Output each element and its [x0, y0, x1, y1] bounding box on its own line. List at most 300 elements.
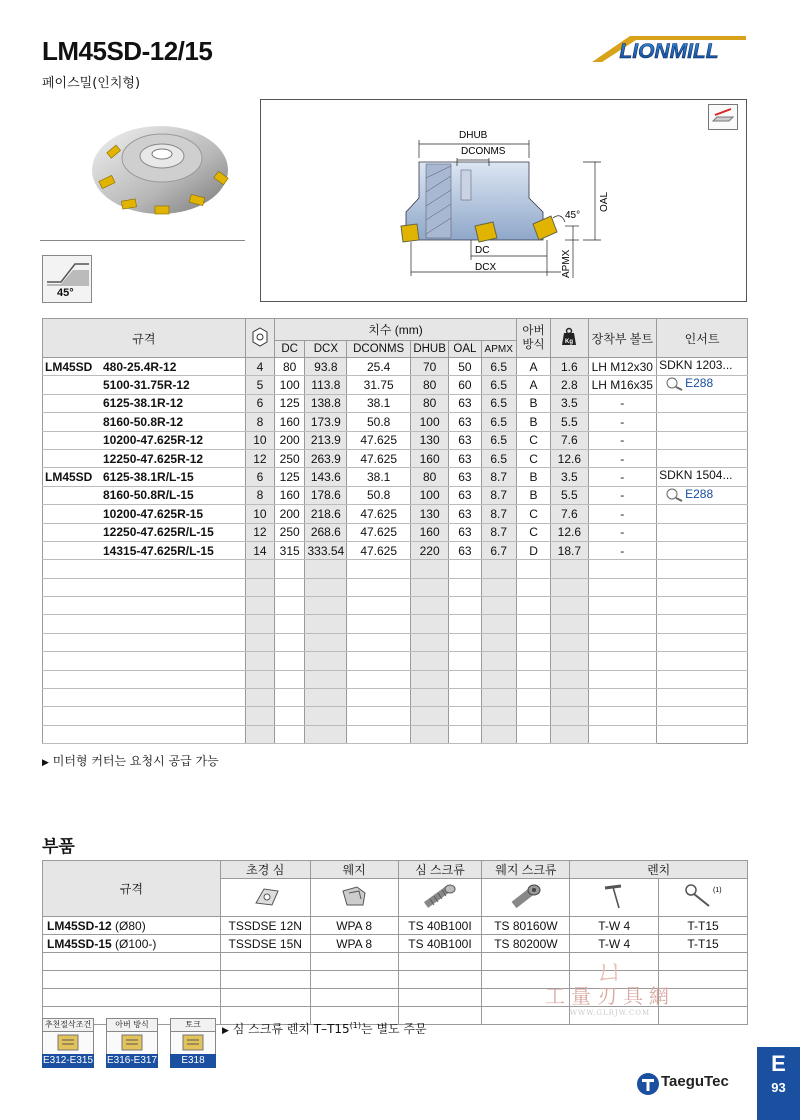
- dc-cell: [275, 560, 305, 578]
- table-row: [43, 523, 748, 541]
- lionmill-logo: [590, 34, 748, 64]
- dc-cell: [275, 633, 305, 651]
- teeth-cell: [245, 725, 274, 743]
- dimension-diagram: [260, 99, 747, 302]
- wrench2-cell: T-T15: [659, 935, 748, 953]
- col-teeth: [245, 319, 274, 358]
- table-row: [43, 633, 748, 651]
- bullet-icon: ▶: [222, 1026, 229, 1036]
- weight-cell: 5.5: [551, 413, 588, 431]
- dcx-cell: 213.9: [305, 431, 347, 449]
- reference-icon: [106, 1032, 158, 1054]
- weight-cell: 12.6: [551, 523, 588, 541]
- dcx-cell: 268.6: [305, 523, 347, 541]
- dc-cell: [275, 652, 305, 670]
- teeth-cell: [245, 560, 274, 578]
- dcx-cell: 93.8: [305, 358, 347, 376]
- apmx-cell: 8.7: [481, 505, 516, 523]
- insert-cell: [657, 468, 748, 486]
- dconms-cell: [347, 633, 411, 651]
- parts-col-wedge-screw: 웨지 스크류: [482, 861, 570, 879]
- weight-cell: [551, 670, 588, 688]
- dconms-cell: [347, 597, 411, 615]
- bolt-cell: -: [588, 394, 657, 412]
- arbor-cell: C: [516, 505, 550, 523]
- weight-cell: 3.5: [551, 468, 588, 486]
- dcx-cell: [305, 707, 347, 725]
- svg-text:(1): (1): [713, 887, 722, 894]
- teeth-cell: 5: [245, 376, 274, 394]
- table-row: [43, 505, 748, 523]
- dc-cell: [275, 578, 305, 596]
- dc-cell: 250: [275, 449, 305, 467]
- arbor-cell: [516, 578, 550, 596]
- label-dcx: DCX: [475, 262, 497, 273]
- shim-screw-cell: TS 40B100I: [398, 917, 482, 935]
- brand-name: TaeguTec: [661, 1073, 729, 1090]
- reference-link[interactable]: [42, 1018, 94, 1068]
- part-code: 8160-50.8R/L-15: [103, 488, 194, 503]
- apmx-cell: 6.5: [481, 413, 516, 431]
- oal-cell: [449, 578, 481, 596]
- dc-cell: [275, 725, 305, 743]
- insert-page: E288: [685, 376, 714, 391]
- tab-letter: E: [771, 1051, 786, 1076]
- teeth-cell: [245, 707, 274, 725]
- table-row: [43, 560, 748, 578]
- page-title: LM45SD-12/15: [42, 36, 213, 66]
- reference-link[interactable]: [106, 1018, 158, 1068]
- arbor-cell: [516, 670, 550, 688]
- part-code: 10200-47.625R-15: [103, 506, 204, 521]
- parts-spec-cell: [43, 971, 221, 989]
- wedge-cell: [310, 971, 398, 989]
- col-dhub: DHUB: [410, 341, 448, 358]
- weight-cell: [551, 652, 588, 670]
- bolt-cell: -: [588, 505, 657, 523]
- oal-cell: 63: [449, 523, 481, 541]
- dhub-cell: 80: [410, 468, 448, 486]
- table-row: [43, 468, 748, 486]
- weight-cell: [551, 578, 588, 596]
- arbor-cell: A: [516, 376, 550, 394]
- spec-cell: [43, 578, 246, 596]
- dhub-cell: [410, 597, 448, 615]
- insert-cell: [657, 560, 748, 578]
- apmx-cell: 6.7: [481, 541, 516, 559]
- parts-title: 부품: [42, 837, 75, 857]
- insert-cell: [657, 541, 748, 559]
- shim-screw-cell: [398, 989, 482, 1007]
- dhub-cell: 80: [410, 376, 448, 394]
- apmx-cell: 6.5: [481, 358, 516, 376]
- label-dhub: DHUB: [459, 130, 488, 141]
- dconms-cell: [347, 560, 411, 578]
- wedge-cell: [310, 953, 398, 971]
- label-oal: OAL: [599, 191, 610, 212]
- insert-cell: [657, 505, 748, 523]
- parts-diameter: (Ø80): [115, 918, 146, 933]
- arbor-cell: [516, 652, 550, 670]
- dhub-cell: [410, 689, 448, 707]
- dc-cell: [275, 707, 305, 725]
- series-label: LM45SD: [45, 359, 93, 374]
- dcx-cell: 218.6: [305, 505, 347, 523]
- bolt-cell: [588, 597, 657, 615]
- spec-cell: [43, 707, 246, 725]
- bolt-cell: [588, 560, 657, 578]
- spec-cell: [43, 597, 246, 615]
- wedge-screw-cell: TS 80200W: [482, 935, 570, 953]
- metric-note: [42, 752, 219, 769]
- dc-cell: 160: [275, 413, 305, 431]
- insert-cell: [657, 707, 748, 725]
- dcx-cell: 263.9: [305, 449, 347, 467]
- oal-cell: [449, 707, 481, 725]
- dconms-cell: 31.75: [347, 376, 411, 394]
- wrench1-cell: T-W 4: [570, 917, 659, 935]
- parts-code: LM45SD-12: [47, 918, 112, 933]
- bolt-cell: [588, 652, 657, 670]
- teeth-cell: [245, 578, 274, 596]
- parts-diameter: (Ø100-): [115, 936, 157, 951]
- teeth-cell: 6: [245, 394, 274, 412]
- arbor-cell: C: [516, 431, 550, 449]
- table-row: [43, 541, 748, 559]
- cutter-cross-section: [261, 100, 746, 300]
- metric-note-text: 미터형 커터는 요청시 공급 가능: [52, 754, 219, 768]
- apmx-cell: [481, 560, 516, 578]
- reference-pages: E312-E315: [42, 1055, 94, 1066]
- dc-cell: 80: [275, 358, 305, 376]
- label-dc: DC: [475, 245, 490, 256]
- dcx-cell: [305, 725, 347, 743]
- spec-cell: [43, 560, 246, 578]
- insert-cell: [657, 358, 748, 376]
- arbor-cell: [516, 707, 550, 725]
- table-row: [43, 431, 748, 449]
- weight-cell: 2.8: [551, 376, 588, 394]
- bolt-cell: -: [588, 431, 657, 449]
- weight-cell: 7.6: [551, 431, 588, 449]
- spec-cell: [43, 725, 246, 743]
- series-label: LM45SD: [45, 470, 93, 485]
- bolt-cell: -: [588, 486, 657, 504]
- shim-cell: TSSDSE 15N: [220, 935, 310, 953]
- table-row: [43, 394, 748, 412]
- page-number: 93: [771, 1080, 786, 1095]
- face-mill-photo: [60, 108, 235, 236]
- teeth-cell: [245, 689, 274, 707]
- spec-cell: [43, 670, 246, 688]
- teeth-cell: 12: [245, 449, 274, 467]
- spec-cell: [43, 468, 246, 486]
- oal-cell: 63: [449, 486, 481, 504]
- spec-cell: [43, 633, 246, 651]
- dc-cell: [275, 689, 305, 707]
- spec-cell: [43, 431, 246, 449]
- table-row: [43, 689, 748, 707]
- oal-cell: 63: [449, 431, 481, 449]
- dc-cell: 125: [275, 394, 305, 412]
- apmx-cell: [481, 689, 516, 707]
- insert-cell: [657, 597, 748, 615]
- bolt-cell: -: [588, 541, 657, 559]
- bullet-icon: ▶: [42, 758, 49, 768]
- watermark-url: WWW.GLRJW.COM: [569, 1009, 651, 1017]
- arbor-cell: [516, 615, 550, 633]
- wedge-cell: [310, 989, 398, 1007]
- dcx-cell: [305, 615, 347, 633]
- insert-cell: [657, 394, 748, 412]
- dconms-cell: [347, 725, 411, 743]
- dconms-cell: 47.625: [347, 431, 411, 449]
- dcx-cell: [305, 597, 347, 615]
- oal-cell: 63: [449, 468, 481, 486]
- col-arbor: 아버 방식: [516, 319, 550, 358]
- dcx-cell: [305, 578, 347, 596]
- dconms-cell: [347, 652, 411, 670]
- oal-cell: [449, 652, 481, 670]
- spec-cell: [43, 652, 246, 670]
- apmx-cell: [481, 725, 516, 743]
- magnifier-icon: [665, 488, 685, 502]
- col-dconms: DCONMS: [347, 341, 411, 358]
- section-tab: [757, 1047, 800, 1120]
- col-spec: 규격: [43, 319, 246, 358]
- bolt-cell: -: [588, 413, 657, 431]
- bolt-cell: [588, 615, 657, 633]
- arbor-cell: [516, 560, 550, 578]
- shim-screw-icon: [398, 879, 482, 917]
- shim-cell: [220, 953, 310, 971]
- spec-cell: [43, 358, 246, 376]
- apmx-cell: 8.7: [481, 468, 516, 486]
- dc-cell: 250: [275, 523, 305, 541]
- table-row: [43, 486, 748, 504]
- col-dims: 치수 (mm): [275, 319, 517, 341]
- parts-col-wedge: 웨지: [310, 861, 398, 879]
- arbor-cell: [516, 633, 550, 651]
- arbor-cell: D: [516, 541, 550, 559]
- insert-name: SDKN 1203...: [659, 358, 733, 372]
- dconms-cell: 47.625: [347, 449, 411, 467]
- parts-col-spec: 규격: [43, 861, 221, 917]
- arbor-cell: C: [516, 523, 550, 541]
- table-row: [43, 449, 748, 467]
- svg-text:Kg: Kg: [565, 338, 574, 345]
- apmx-cell: 8.7: [481, 486, 516, 504]
- shim-cell: [220, 989, 310, 1007]
- oal-cell: [449, 597, 481, 615]
- spec-cell: [43, 413, 246, 431]
- weight-cell: 7.6: [551, 505, 588, 523]
- dhub-cell: 130: [410, 431, 448, 449]
- parts-spec-cell: [43, 917, 221, 935]
- insert-name: SDKN 1504...: [659, 468, 733, 483]
- oal-cell: [449, 670, 481, 688]
- teeth-cell: [245, 633, 274, 651]
- reference-label: 추천절삭조건: [42, 1018, 94, 1032]
- dconms-cell: [347, 615, 411, 633]
- parts-spec-cell: [43, 953, 221, 971]
- wedge-cell: WPA 8: [310, 917, 398, 935]
- oal-cell: [449, 725, 481, 743]
- col-dc: DC: [275, 341, 305, 358]
- insert-cell: [657, 633, 748, 651]
- teeth-cell: 8: [245, 413, 274, 431]
- reference-pages: E318: [170, 1054, 216, 1068]
- dc-cell: [275, 597, 305, 615]
- col-oal: OAL: [449, 341, 481, 358]
- col-insert: 인서트: [657, 319, 748, 358]
- apmx-cell: 6.5: [481, 449, 516, 467]
- shim-screw-cell: TS 40B100I: [398, 935, 482, 953]
- oal-cell: 63: [449, 505, 481, 523]
- weight-cell: [551, 725, 588, 743]
- teeth-cell: 6: [245, 468, 274, 486]
- reference-icon: [170, 1032, 216, 1054]
- dhub-cell: [410, 615, 448, 633]
- insert-cell: [657, 670, 748, 688]
- insert-cell: [657, 523, 748, 541]
- insert-cell: [657, 486, 748, 504]
- dc-cell: 200: [275, 431, 305, 449]
- dcx-cell: [305, 652, 347, 670]
- watermark-text: 工量刃具網: [545, 984, 675, 1008]
- angle-indicator: [42, 255, 92, 303]
- wrench1-cell: T-W 4: [570, 935, 659, 953]
- arbor-cell: C: [516, 449, 550, 467]
- apmx-cell: [481, 652, 516, 670]
- dhub-cell: [410, 725, 448, 743]
- wrench-note: ▶ 심 스크류 렌치 T–T15$^{(1)}$는 별도 주문: [222, 1021, 427, 1036]
- arbor-cell: [516, 597, 550, 615]
- insert-page-link[interactable]: [659, 376, 745, 391]
- table-row: [43, 652, 748, 670]
- apmx-cell: 8.7: [481, 523, 516, 541]
- bolt-cell: -: [588, 449, 657, 467]
- shim-screw-cell: [398, 971, 482, 989]
- oal-cell: 60: [449, 376, 481, 394]
- dconms-cell: 47.625: [347, 523, 411, 541]
- weight-icon: [557, 327, 581, 347]
- teeth-cell: [245, 670, 274, 688]
- dcx-cell: 173.9: [305, 413, 347, 431]
- insert-page-link[interactable]: [659, 487, 745, 502]
- dhub-cell: 100: [410, 486, 448, 504]
- bolt-cell: [588, 689, 657, 707]
- reference-pages: E316-E317: [106, 1055, 158, 1066]
- spec-cell: [43, 486, 246, 504]
- bolt-cell: [588, 725, 657, 743]
- t-wrench-icon: [570, 879, 659, 917]
- dhub-cell: [410, 652, 448, 670]
- parts-col-wrench: 렌치: [570, 861, 748, 879]
- divider: [40, 240, 245, 241]
- taegutec-logo: [636, 1072, 660, 1096]
- oal-cell: [449, 689, 481, 707]
- arbor-cell: [516, 689, 550, 707]
- insert-cell: [657, 413, 748, 431]
- dcx-cell: 333.54: [305, 541, 347, 559]
- part-code: 5100-31.75R-12: [103, 378, 190, 393]
- arbor-cell: A: [516, 358, 550, 376]
- dconms-cell: 47.625: [347, 505, 411, 523]
- teeth-count-icon: [250, 327, 270, 347]
- shim-icon: [220, 879, 310, 917]
- table-row: [43, 725, 748, 743]
- part-code: 8160-50.8R-12: [103, 414, 184, 429]
- dhub-cell: [410, 670, 448, 688]
- shim-cell: TSSDSE 12N: [220, 917, 310, 935]
- wedge-icon: [310, 879, 398, 917]
- dc-cell: [275, 670, 305, 688]
- teeth-cell: [245, 615, 274, 633]
- arbor-cell: B: [516, 486, 550, 504]
- dconms-cell: 25.4: [347, 358, 411, 376]
- spec-cell: [43, 449, 246, 467]
- dconms-cell: 47.625: [347, 541, 411, 559]
- weight-cell: 1.6: [551, 358, 588, 376]
- apmx-cell: [481, 597, 516, 615]
- reference-link[interactable]: [170, 1018, 216, 1068]
- apmx-cell: [481, 707, 516, 725]
- apmx-cell: [481, 670, 516, 688]
- col-bolt: 장착부 볼트: [588, 319, 657, 358]
- dhub-cell: [410, 707, 448, 725]
- col-weight: [551, 319, 588, 358]
- spec-cell: [43, 505, 246, 523]
- table-row: [43, 578, 748, 596]
- part-code: 12250-47.625R-12: [103, 451, 204, 466]
- wedge-screw-icon: [482, 879, 570, 917]
- spec-table: [42, 318, 748, 744]
- dc-cell: 125: [275, 468, 305, 486]
- label-angle: 45°: [565, 210, 581, 221]
- dc-cell: [275, 615, 305, 633]
- part-code: 6125-38.1R-12: [103, 396, 184, 411]
- label-apmx: APMX: [561, 249, 572, 278]
- teeth-cell: [245, 652, 274, 670]
- dconms-cell: [347, 670, 411, 688]
- col-apmx: APMX: [481, 341, 516, 358]
- dconms-cell: 38.1: [347, 468, 411, 486]
- part-code: 14315-47.625R/L-15: [103, 543, 214, 558]
- shim-screw-cell: [398, 953, 482, 971]
- dcx-cell: [305, 670, 347, 688]
- weight-cell: [551, 689, 588, 707]
- insert-cell: [657, 376, 748, 394]
- weight-cell: 12.6: [551, 449, 588, 467]
- table-row: [43, 376, 748, 394]
- bolt-cell: [588, 633, 657, 651]
- logo-text: LIONMILL: [619, 40, 719, 63]
- dconms-cell: [347, 707, 411, 725]
- bolt-cell: [588, 707, 657, 725]
- dconms-cell: 50.8: [347, 486, 411, 504]
- reference-label: 아버 방식: [106, 1018, 158, 1032]
- oal-cell: 63: [449, 449, 481, 467]
- insert-cell: [657, 449, 748, 467]
- bolt-cell: [588, 670, 657, 688]
- parts-spec-cell: [43, 989, 221, 1007]
- dcx-cell: 138.8: [305, 394, 347, 412]
- insert-cell: [657, 725, 748, 743]
- parts-code: LM45SD-15: [47, 936, 112, 951]
- dc-cell: 200: [275, 505, 305, 523]
- weight-cell: [551, 597, 588, 615]
